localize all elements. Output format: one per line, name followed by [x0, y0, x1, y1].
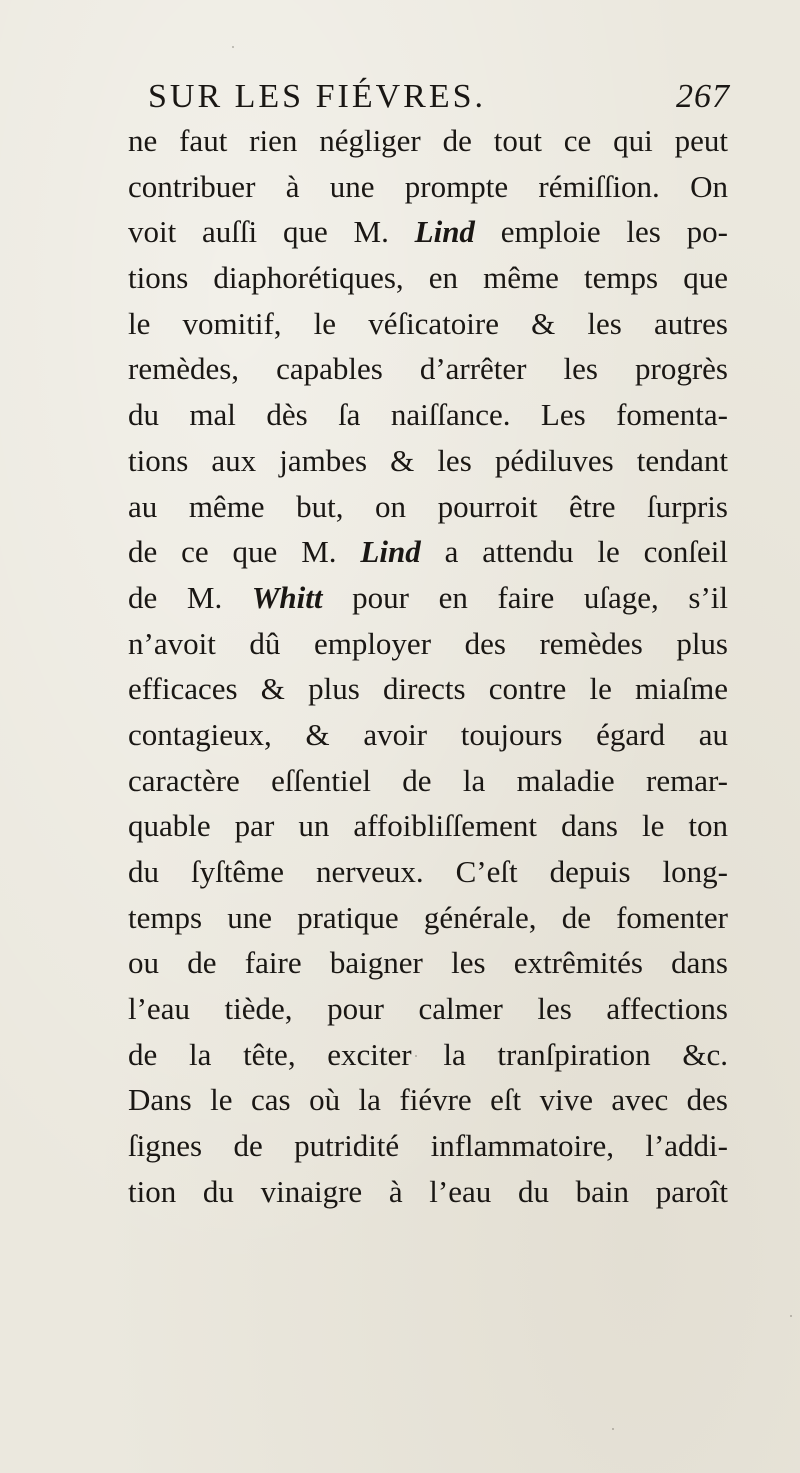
text-line: n’avoit dû employer des remèdes plus: [128, 625, 728, 661]
paper-speck: [612, 1428, 614, 1430]
text-line: de la tête, exciter la tranſpiration &c.: [128, 1036, 728, 1072]
text-line: Dans le cas où la fiévre eſt vive avec des: [128, 1082, 728, 1118]
text-line: ne faut rien négliger de tout ce qui peut: [128, 123, 728, 158]
text-line: tion du vinaigre à l’eau du bain paroît: [128, 1173, 728, 1209]
paper-speck: [415, 1055, 417, 1057]
text-line: ou de faire baigner les extrêmités dans: [128, 945, 728, 981]
text-line: efficaces & plus directs contre le miaſme: [128, 671, 728, 707]
text-line: voit auſſi que M. Lind emploie les po-: [128, 214, 728, 250]
text-line: le vomitif, le véſicatoire & les autres: [128, 305, 728, 341]
text-line: de ce que M. Lind a attendu le conſeil: [128, 534, 728, 570]
text-line: contribuer à une prompte rémiſſion. On: [128, 168, 728, 204]
text-line: du ſyſtême nerveux. C’eſt depuis long-: [128, 854, 728, 889]
proper-name: Lind: [414, 214, 475, 250]
text-line: contagieux, & avoir toujours égard au: [128, 716, 728, 752]
paper-speck: [232, 46, 234, 48]
paper-speck: [790, 1315, 792, 1317]
running-head: SUR LES FIÉVRES.: [148, 78, 486, 115]
text-line: au même but, on pourroit être ſurpris: [128, 488, 728, 524]
text-line: quable par un affoibliſſement dans le ton: [128, 808, 728, 844]
text-line: remèdes, capables d’arrêter les progrès: [128, 351, 728, 387]
text-line: de M. Whitt pour en faire uſage, s’il: [128, 579, 729, 615]
proper-name: Whitt: [251, 579, 323, 615]
page-number: 267: [676, 78, 730, 115]
proper-name: Lind: [360, 534, 421, 570]
text-line: temps une pratique générale, de fomenter: [128, 899, 728, 935]
text-line: tions aux jambes & les pédiluves tendant: [128, 442, 728, 478]
body-text: [128, 118, 728, 1215]
text-line: du mal dès ſa naiſſance. Les fomenta-: [128, 397, 728, 433]
text-line: l’eau tiède, pour calmer les affections: [128, 991, 728, 1027]
text-line: ſignes de putridité inflammatoire, l’addi-: [128, 1128, 728, 1164]
text-line: tions diaphorétiques, en même temps que: [128, 260, 728, 296]
text-line: caractère eſſentiel de la maladie remar-: [128, 762, 728, 798]
